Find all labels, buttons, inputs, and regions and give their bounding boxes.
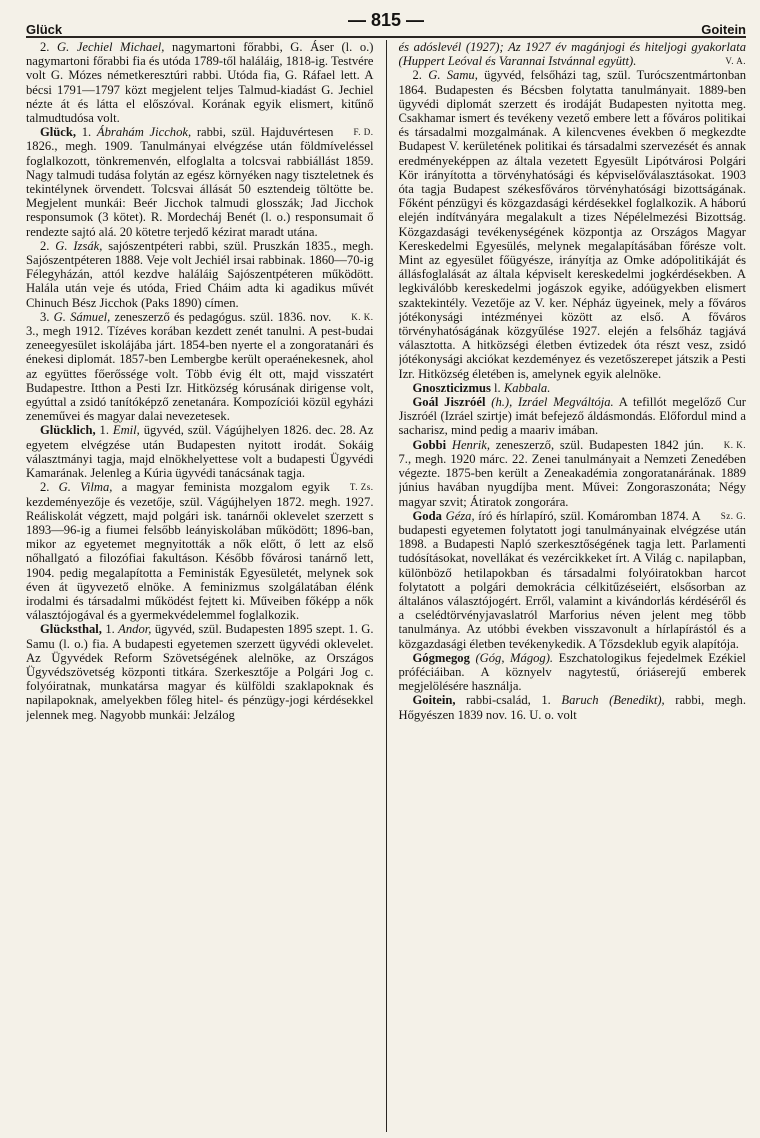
entry-name: G. Izsák, xyxy=(55,238,103,253)
dictionary-entry xyxy=(399,381,747,395)
author-signature: V. A. xyxy=(725,56,746,67)
dictionary-entry xyxy=(399,509,747,651)
entry-headword: Goda xyxy=(412,508,442,523)
entry-text: rabbi, megh. Hőgyészen 1839 nov. 16. U. o. volt xyxy=(398,693,746,722)
entry-connector: rabbi-család, 1. xyxy=(455,693,562,708)
entry-headword: Goitein, xyxy=(412,693,456,708)
entry-connector: 1. xyxy=(95,423,113,438)
entry-name: Baruch (Benedikt), xyxy=(561,693,665,708)
entry-headword: Glück, xyxy=(40,125,77,140)
entry-connector: 2. xyxy=(40,238,56,253)
author-signature: K. K. xyxy=(351,311,374,322)
entry-name: G. Jechiel Michael, xyxy=(57,40,165,54)
entry-name: G. Vilma, xyxy=(58,480,113,495)
entry-name: G. Sámuel, xyxy=(53,309,111,324)
entry-headword: Gógmegog xyxy=(412,650,470,665)
dictionary-entry xyxy=(26,310,374,424)
page-number: — 815 — xyxy=(347,10,425,30)
left-column xyxy=(26,40,374,1132)
entry-connector: 1. xyxy=(76,125,97,140)
entry-headword: Gnoszticizmus xyxy=(412,380,491,395)
entry-continuation: és adóslevél (1927); Az 1927 év magánjogi és hiteljogi gyakorlata (Huppert Leóval és Varannai Istvánnal együtt). xyxy=(398,40,746,69)
header-left-keyword: Glück xyxy=(26,22,63,37)
dictionary-entry xyxy=(399,68,747,380)
entry-name: Emil, xyxy=(112,423,140,438)
entry-connector: 2. xyxy=(40,40,58,54)
dictionary-entry xyxy=(399,40,747,68)
entry-headword: Goál Jiszróél xyxy=(412,395,486,410)
dictionary-entry xyxy=(26,480,374,622)
entry-headword: Glücklich, xyxy=(40,423,96,438)
dictionary-entry xyxy=(399,693,747,721)
header-right-keyword: Goitein xyxy=(701,22,746,37)
entry-connector: 3. xyxy=(40,309,54,324)
entry-headword: Gobbi xyxy=(412,437,447,452)
dictionary-entry xyxy=(26,423,374,480)
dictionary-entry xyxy=(26,40,374,125)
entry-name: Henrik, xyxy=(451,437,490,452)
entry-text: zeneszerző, szül. Budapesten 1842 jún. 7., megh. 1920 márc. 22. Zenei tanulmányait a Nemzeti Zenedében végezte. 1875-ben került a Zeneakadémia zongoratanárának. 1889 június havában nyugdíjba ment. Művei: Zongoraszonáta; Négy magyar szvit; Átiratok zongorára. xyxy=(398,437,746,509)
entry-name: Géza, xyxy=(445,508,475,523)
author-signature: K. K. xyxy=(723,439,746,450)
entry-text: ügyvéd, felsőházi tag, szül. Turócszentmártonban 1864. Budapesten és Bécsben folytatta tanulmányait. 1889-ben ügyvédi diplomát szerzett és irodáját Budapesten nyitotta meg. Csakhamar ismert és tevékeny vezető embere lett a főváros politikai és társadalmi mozgalmának. A kilencvenes években ő megkezdte Budapest V. kerületének politikai és társadalmi szervezését és annak eredményeképpen az általa vezetett Egyesült Lipótvárosi Polgári Kör irányította a törvényhatósági és képviselőválasztásokat. 1903 óta tagja Budapest székesfőváros törvényhatósági bizottságának. Főként pénzügyi és közgazdasági kérdésekkel foglalkozik. A háború elején indítványára megalakult a tizes Népélelmezési Bizottság. Közgazdasági tevékenységének központja az Országos Magyar Kereskedelmi Egyesülés, melynek megalapításában főrésze volt. Mint az egyesület főügyésze, irányítja az Omke adópolitikáját és állásfoglalását az általa képviselt kereskedelmi jogkérdésekben. A legkiválóbb kereskedelmi jogászok egyike, adóügyekben elismert szaktekintély. Vezetője az V. ker. Népház ügyeinek, mely a főváros jótékonysági intézményei között az első. A főváros törvényhatóságának közgyűlése 1927. elején a felsőház tagjává választotta. A hitközségi életben évtizedek óta részt vesz, zsidó jótékonysági akciókat kezdeményez és vezetőszerepet játszik a Pesti Izr. Hitközség életében is, amelynek egyik alelnöke. xyxy=(398,68,746,381)
entry-name: (Góg, Mágog). xyxy=(475,650,554,665)
columns xyxy=(26,40,746,1132)
author-signature: Sz. G. xyxy=(720,510,746,521)
entry-text: zeneszerző és pedagógus. szül. 1836. nov. 3., megh 1912. Tízéves korában kezdett zenét tanulni. A pest-budai zeneegyesület iskolájába járt. 1854-ben nyerte el a zongoratanári és énekesi diplomát. 1857-ben Lembergbe került operaénekesnek, ahol az együttes főerőssége volt. Több évig élt ott, majd visszatért Budapestre. Itthon a Pesti Izr. Hitközség kórusának dirigense volt, egyúttal a zsidó tanítóképző zenetanára. Kompozíciói közül egyházi zeneművei és magyar dalai nevezetesek. xyxy=(26,309,374,424)
entry-text: író és hírlapíró, szül. Komáromban 1874. A budapesti egyetemen folytatott jogi tanulmányainak elvégzése után 1898. a Budapesti Napló szerkesztőségének tagja lett. Parlamenti tudósításokat, novellákat és vezércikkeket írt. A Világ c. napilapban, különböző hetilapokban és társadalmi folyóiratokban harcot folytatott a polgári demokrácia célkitűzéseiért, elsősorban az általános választójogért. Erről, valamint a kivándorlás kérdéséről és a cselédtörvényjavaslatról Marforius néven jelent meg több tanulmánya. Az utóbbi években visszavonult a hírlapírástól és a közgazdasági életben tevékenykedik. A Tőzsdeklub egyik alapítója. xyxy=(398,508,746,651)
column-divider xyxy=(386,40,387,1132)
entry-text: ügyvéd, szül. Budapesten 1895 szept. 1. G. Samu (l. o.) fia. A budapesti egyetemen szerzett ügyvédi oklevelet. Az Ügyvédek Reform Szövetségének alelnöke, az Országos Ügyvédszövetség központi titkára. Szerkesztője a Polgári Jog c. folyóiratnak, munkatársa magyar és külföldi szaklapoknak és napilapoknak, amelyekben főleg hitel- és pénzügy-jogi kérdésekkel jelennek meg. Nagyobb munkái: Jelzálog xyxy=(26,622,374,722)
entry-text: nagymartoni főrabbi, G. Áser (l. o.) nagymartoni főrabbi fia és utóda 1789-től haláláig, 1818-ig. Testvére volt G. Mózes németkeresztúri rabbi. Utóda fia, G. Ráfael lett. A bécsi 1791—1797 közt megjelent teljes Talmud-kiadást G. Jechiel nézte át és látta el előszóval. Korának egyik elismert, kitűnő talmudtudósa volt. xyxy=(26,40,374,126)
author-signature: F. D. xyxy=(353,127,374,138)
dictionary-entry xyxy=(399,651,747,694)
entry-connector: 2. xyxy=(40,480,59,495)
entry-name: (h.), Izráel Megváltója. xyxy=(491,395,614,410)
entry-text: A tefillót megelőző Cur Jiszróél (Izráel szirtje) imát befejező áldásmondás. Előfordul mind a sacharisz, mind pedig a maariv imában. xyxy=(398,395,746,438)
entry-connector: 1. xyxy=(101,622,119,637)
entry-text: Eszchatologikus fejedelmek Ezékiel próféciáiban. A köznyelv nagytestű, óriáserejű emberek megjelölésére használja. xyxy=(398,650,746,694)
entry-text: a magyar feminista mozgalom egyik kezdeményezője és vezetője, szül. Vágújhelyen 1872. megh. 1927. Reáliskolát végzett, majd polgári isk. tanárnői oklevelet szerzett s 1893—96-ig a fiumei felsőbb leányiskolában működött; 1896-ban, mikor az egyetemet megnyitották a nők előtt, ő lett az első nőhallgató a filozófiai fakultáson. Később fővárosi tanárnő lett, 1904. pedig megalapította a Feministák Egyesületét, melynek sok éven át ügyvezető elnöke. A feminizmus szolgálatában élénk irodalmi és társadalmi működést fejtett ki. Műveiben főképp a nők választójogával és a gyermekvédelemmel foglalkozik. xyxy=(26,480,374,623)
entry-name: G. Samu, xyxy=(428,68,478,83)
dictionary-entry xyxy=(26,125,374,239)
dictionary-entry xyxy=(26,239,374,310)
entry-name: Kabbala. xyxy=(503,380,551,395)
right-column xyxy=(399,40,747,1132)
entry-connector: l. xyxy=(490,380,504,395)
entry-text: rabbi, szül. Hajduvértesen 1826., megh. 1909. Tanulmányai elvégzése után földmíveléssel foglalkozott, tönkremenvén, elfoglalta a tolcsvai rabbiállást 1859. Nagy talmudi tudása folytán az egész környéken nagy tiszteletnek és tekintélynek örvendett. Tolcsvai állását 50 esztendeig töltötte be. Megjelent munkái: Beér Jicchok talmudi glosszák; Jad Jicchok responsumok (3 kötet). R. Mordecháj Benét (l. o.) responsumait ő rendezte sajtó alá. 20 kötetre terjedő kézirat maradt utána. xyxy=(26,125,374,239)
dictionary-entry xyxy=(399,395,747,438)
entry-headword: Glücksthal, xyxy=(40,622,102,637)
author-signature: T. Zs. xyxy=(349,482,374,493)
entry-text: ügyvéd, szül. Vágújhelyen 1826. dec. 28. Az egyetem elvégzése után Budapesten nyitott irodát. Sokáig választmányi tagja, majd elnökhelyettese volt a budapesti Ügyvédi Kamarának. Jelenleg a Kúria ügyvédi tanácsának tagja. xyxy=(26,423,374,481)
entry-text: sajószentpéteri rabbi, szül. Pruszkán 1835., megh. Sajószentpéteren 1888. Veje volt Jechiél irsai rabbinak. 1860—70-ig Félegyházán, attól kezdve haláláig Sajószentpéteren működött. Halála után veje és utóda, Fried Cháim adta ki agadikus művét Chinuch Bész Jicchok (Paks 1890) címen. xyxy=(26,238,374,310)
entry-name: Andor, xyxy=(118,622,152,637)
entry-name: Ábrahám Jicchok, xyxy=(96,125,192,140)
dictionary-entry xyxy=(399,438,747,509)
dictionary-entry xyxy=(26,622,374,721)
entry-connector: 2. xyxy=(412,68,429,83)
running-header xyxy=(26,10,746,38)
